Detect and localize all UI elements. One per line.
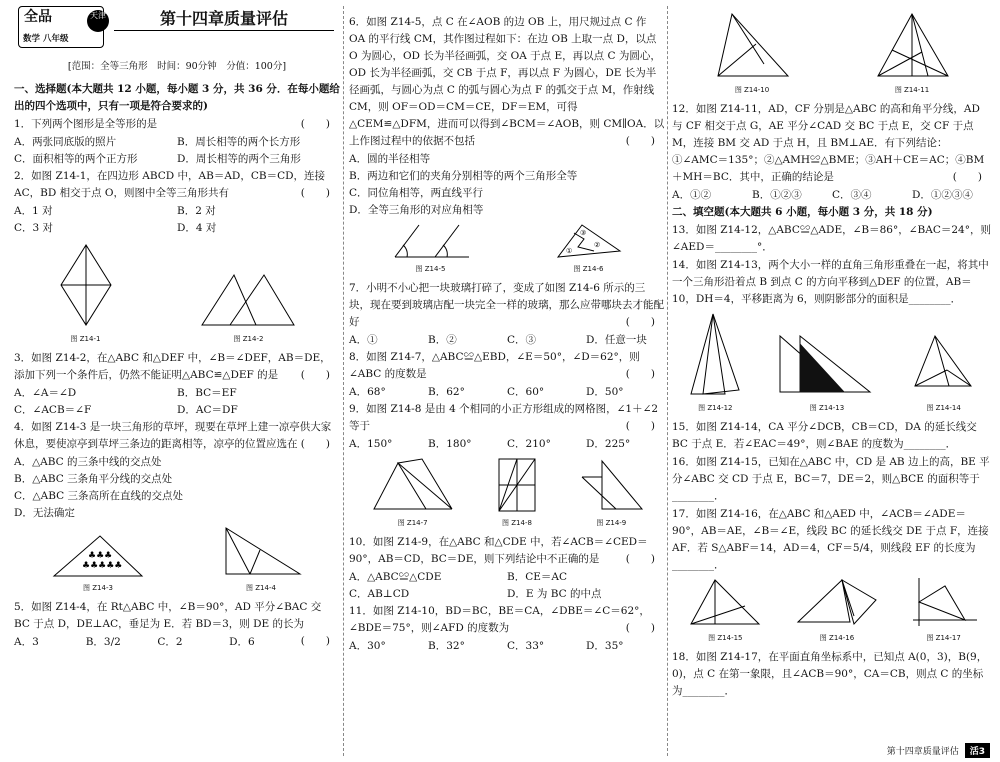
- figure-caption: 图 Z14-4: [246, 584, 276, 592]
- triangle-bisector-diagram: [872, 8, 952, 82]
- question-options: [14, 134, 340, 168]
- question-1: [14, 116, 340, 133]
- question-stem: 11．如图 Z14-10，BD＝BC，BE＝CA，∠DBE＝∠C＝62°，∠BDE＝75°，则∠AFD 的度数为: [349, 605, 650, 634]
- figure-z14-5: [391, 221, 471, 278]
- option-d: D．225°: [586, 438, 631, 450]
- question-3: [14, 350, 340, 384]
- question-options: [672, 187, 992, 204]
- option-b: B．62°: [428, 386, 465, 398]
- question-10: [349, 534, 665, 568]
- answer-blank: ( ): [300, 187, 330, 199]
- question-stem: 9．如图 Z14-8 是由 4 个相同的小正方形组成的网格图，∠1＋∠2 等于: [349, 403, 659, 432]
- question-stem: 7．小明不小心把一块玻璃打碎了，变成了如图 Z14-6 所示的三块，现在要到玻璃店配一块完全一样的玻璃，那么应带哪块去才能配好: [349, 282, 664, 328]
- figure-caption: 图 Z14-10: [734, 86, 770, 94]
- section-heading: 二、填空题(本大题共 6 小题，每小题 3 分，共 18 分): [672, 206, 933, 218]
- brand-name: 全品: [24, 9, 52, 25]
- question-11: [349, 603, 665, 637]
- figure-z14-4: [216, 524, 306, 597]
- option-d: D．E 为 BC 的中点: [507, 588, 602, 600]
- question-stem: 12．如图 Z14-11，AD，CF 分别是△ABC 的高和角平分线，AD 与 CF 相交于点 G，AE 平分∠CAD 交 BC 于点 E，交 CF 于点 M，连接 BM 交 AD 于点 H，且 BM⊥AE．有下列结论：①∠AMC＝135°；②△AMH≌△BME；③AH＋CE＝AC；④BM＋MH＝BC．其中，正确的结论是: [672, 103, 985, 183]
- grade-label: 数学 八年级: [23, 34, 69, 44]
- figure-z14-1: [51, 239, 121, 348]
- figure-z14-8: [495, 455, 539, 532]
- option-c: C．∠ACB＝∠F: [14, 404, 92, 416]
- question-options: [349, 569, 665, 603]
- answer-blank: ( ): [300, 118, 330, 130]
- figure-caption: 图 Z14-17: [926, 634, 961, 642]
- question-6: [349, 14, 665, 150]
- footer-chapter: 第十四章质量评估: [886, 747, 959, 757]
- brand-logo: [18, 6, 104, 48]
- lawn-triangle-diagram: [48, 532, 148, 580]
- option-a: A．3: [14, 636, 39, 648]
- answer-blank: ( ): [625, 135, 655, 147]
- option-b: B．①②③: [752, 189, 802, 201]
- question-options: [349, 638, 665, 655]
- page-footer: [887, 743, 990, 758]
- question-options: [14, 203, 340, 237]
- question-2: [14, 168, 340, 202]
- option-c: C．③: [507, 334, 537, 346]
- overlapping-triangles-diagram: [792, 576, 882, 630]
- option-a: A．两张同底版的照片: [14, 136, 117, 148]
- option-d: D．周长相等的两个三角形: [177, 153, 301, 165]
- question-8: [349, 349, 665, 383]
- figure-z14-9: [576, 455, 646, 532]
- figure-z14-3: [48, 532, 148, 597]
- question-options: [349, 151, 665, 219]
- question-13: 13．如图 Z14-12，△ABC≌△ADE，∠B＝86°，∠BAC＝24°，则∠AED＝________°．: [672, 224, 991, 253]
- option-c: C．210°: [507, 438, 551, 450]
- question-18: 18．如图 Z14-17，在平面直角坐标系中，已知点 A(0，3)，B(9，0)，点 C 在第一象限，且∠ACB＝90°，CA＝CB，则点 C 的坐标为________．: [672, 651, 988, 697]
- option-a: A．圆的半径相等: [349, 153, 431, 165]
- question-stem: 10．如图 Z14-9，在△ABC 和△CDE 中，若∠ACB＝∠CED＝90°，AB＝CD，BC＝DE，则下列结论中不正确的是: [349, 536, 648, 565]
- option-a: A．1 对: [14, 205, 53, 217]
- answer-blank: ( ): [625, 368, 655, 380]
- question-stem: 1．下列两个图形是全等形的是: [14, 118, 158, 130]
- answer-blank: ( ): [625, 622, 655, 634]
- altitude-diagram: [685, 576, 765, 630]
- quadrilateral-diagram: [51, 239, 121, 331]
- figure-caption: 图 Z14-16: [819, 634, 855, 642]
- option-c: C．△ABC 三条高所在直线的交点处: [14, 490, 183, 502]
- option-a: A．①②: [672, 189, 712, 201]
- option-a: A．∠A＝∠D: [14, 387, 77, 399]
- option-c: C．3 对: [14, 222, 54, 234]
- option-b: B．两边和它们的夹角分别相等的两个三角形全等: [349, 170, 578, 182]
- column-divider: [667, 6, 668, 756]
- answer-blank: ( ): [625, 316, 655, 328]
- question-options: [14, 634, 301, 651]
- figure-caption: 图 Z14-6: [573, 265, 604, 273]
- figure-caption: 图 Z14-13: [809, 404, 845, 412]
- coordinate-diagram: [909, 576, 979, 630]
- question-16: 16．如图 Z14-15，已知在△ABC 中，CD 是 AB 边上的高，BE 平分∠ABC 交 CD 于点 E，BC＝7，DE＝2，则△BCE 的面积等于________．: [672, 456, 990, 502]
- question-stem: 5．如图 Z14-4，在 Rt△ABC 中，∠B＝90°，AD 平分∠BAC 交 BC 于点 D，DE⊥AC，垂足为 E．若 BD＝3，则 DE 的长为: [14, 601, 322, 630]
- right-triangles-diagram: [576, 455, 646, 515]
- triangles-diagram: [194, 269, 304, 331]
- option-c: C．AB⊥CD: [349, 588, 410, 600]
- option-c: C．③④: [832, 189, 872, 201]
- answer-blank: ( ): [625, 553, 655, 565]
- construction-diagram: [391, 221, 471, 261]
- option-b: B．3/2: [85, 636, 121, 648]
- option-a: A．150°: [349, 438, 393, 450]
- header: [14, 0, 340, 54]
- figure-z14-14: [909, 330, 979, 417]
- section-heading: 一、选择题(本大题共 12 小题，每小题 3 分，共 36 分．在每小题给出的四个选项中，只有一项是符合要求的): [14, 83, 340, 112]
- question-stem: 4．如图 Z14-3 是一块三角形的草坪，现要在草坪上建一凉亭供大家休息，要使凉亭到草坪三条边的距离相等，凉亭的位置应选在: [14, 421, 332, 450]
- column-right: [672, 6, 992, 701]
- option-c: C．2: [157, 636, 183, 648]
- option-b: B．周长相等的两个长方形: [177, 136, 301, 148]
- question-stem: 8．如图 Z14-7，△ABC≌△EBD，∠E＝50°，∠D＝62°，则∠ABC 的度数是: [349, 351, 640, 380]
- congruent-triangles-diagram: [368, 455, 458, 515]
- figure-caption: 图 Z14-7: [397, 519, 428, 527]
- figure-row: [672, 576, 992, 647]
- translated-triangles-diagram: [772, 330, 882, 400]
- figure-z14-7: [368, 455, 458, 532]
- figure-caption: 图 Z14-5: [415, 265, 446, 273]
- question-15: 15．如图 Z14-14，CA 平分∠DCB，CB＝CD，DA 的延长线交 BC 于点 E．若∠EAC＝49°，则∠BAE 的度数为________．: [672, 421, 977, 450]
- figure-z14-16: [792, 576, 882, 647]
- answer-blank: ( ): [300, 635, 330, 647]
- figure-z14-15: [685, 576, 765, 647]
- figure-row: [14, 239, 340, 348]
- figure-z14-6: [554, 221, 624, 278]
- column-left: [14, 0, 340, 651]
- option-b: B．180°: [428, 438, 472, 450]
- column-middle: [349, 14, 665, 655]
- figure-caption: 图 Z14-3: [83, 584, 113, 592]
- option-a: A．①: [349, 334, 378, 346]
- exam-scope: [范围：全等三角形 时间：90分钟 分值：100分]: [67, 61, 287, 72]
- figure-z14-2: [194, 269, 304, 348]
- option-c: C．60°: [507, 386, 545, 398]
- option-b: B．②: [428, 334, 457, 346]
- figure-z14-12: [685, 310, 745, 417]
- grid-diagram: [495, 455, 539, 515]
- option-d: D．4 对: [177, 222, 217, 234]
- question-14: 14．如图 Z14-13，两个大小一样的直角三角形重叠在一起，将其中一个三角形沿着点 B 到点 C 的方向平移到△DEF 的位置，AB＝10，DH＝4，平移距离为 6，则阴影部分的面积是________．: [672, 259, 989, 305]
- option-d: D．全等三角形的对应角相等: [349, 204, 484, 216]
- option-b: B．BC＝EF: [177, 387, 237, 399]
- figure-caption: 图 Z14-12: [698, 404, 733, 412]
- option-d: D．任意一块: [586, 334, 647, 346]
- answer-blank: ( ): [300, 438, 330, 450]
- option-d: D．①②③④: [912, 189, 973, 201]
- svg-text:♣♣♣♣♣: ♣♣♣♣♣: [82, 561, 123, 571]
- question-9: [349, 401, 665, 435]
- question-options: [14, 385, 340, 419]
- svg-text:②: ②: [593, 241, 600, 249]
- figure-row: [14, 524, 340, 597]
- figure-row: [672, 310, 992, 417]
- option-a: A．30°: [349, 640, 386, 652]
- answer-blank: ( ): [300, 369, 330, 381]
- svg-text:③: ③: [579, 229, 586, 237]
- option-c: C．33°: [507, 640, 545, 652]
- svg-text:♣♣♣: ♣♣♣: [88, 551, 113, 561]
- broken-glass-diagram: [554, 221, 624, 261]
- column-divider: [343, 6, 344, 756]
- region-badge: 天津: [87, 10, 109, 32]
- option-d: D．AC＝DF: [177, 404, 238, 416]
- question-options: [349, 384, 665, 401]
- figure-row: [349, 455, 665, 532]
- option-d: D．35°: [586, 640, 624, 652]
- question-options: [349, 332, 665, 349]
- option-b: B．32°: [428, 640, 465, 652]
- svg-text:①: ①: [565, 247, 572, 255]
- answer-blank: ( ): [625, 420, 655, 432]
- question-options: [14, 454, 340, 522]
- page-title: 第十四章质量评估: [114, 10, 334, 31]
- option-c: C．面积相等的两个正方形: [14, 153, 138, 165]
- question-stem: 3．如图 Z14-2，在△ABC 和△DEF 中，∠B＝∠DEF，AB＝DE，添加下列一个条件后，仍然不能证明△ABC≌△DEF 的是: [14, 352, 331, 381]
- figure-caption: 图 Z14-15: [708, 634, 743, 642]
- option-d: D．6: [229, 636, 255, 648]
- right-triangle-diagram: [216, 524, 306, 580]
- question-stem: 2．如图 Z14-1，在四边形 ABCD 中，AB＝AD，CB＝CD，连接 AC，BD 相交于点 O，则图中全等三角形共有: [14, 170, 326, 199]
- figure-caption: 图 Z14-11: [894, 86, 930, 94]
- question-4: [14, 419, 340, 453]
- isosceles-triangles-diagram: [685, 310, 745, 400]
- option-a: A．△ABC≌△CDE: [349, 571, 442, 583]
- question-options: [349, 436, 665, 453]
- option-b: B．△ABC 三条角平分线的交点处: [14, 473, 173, 485]
- option-a: A．△ABC 的三条中线的交点处: [14, 456, 162, 468]
- option-b: B．2 对: [177, 205, 216, 217]
- bisector-diagram: [909, 330, 979, 400]
- option-d: D．50°: [586, 386, 624, 398]
- figure-row: [672, 8, 992, 99]
- option-a: A．68°: [349, 386, 386, 398]
- figure-caption: 图 Z14-14: [926, 404, 961, 412]
- triangle-diagram: [712, 8, 792, 82]
- figure-z14-10: [712, 8, 792, 99]
- figure-z14-13: [772, 330, 882, 417]
- option-d: D．无法确定: [14, 507, 75, 519]
- question-12: [672, 101, 992, 186]
- option-c: C．同位角相等，两直线平行: [349, 187, 484, 199]
- figure-z14-11: [872, 8, 952, 99]
- question-7: [349, 280, 665, 331]
- answer-blank: ( ): [952, 171, 982, 183]
- figure-caption: 图 Z14-8: [502, 519, 532, 527]
- question-stem: 6．如图 Z14-5，点 C 在∠AOB 的边 OB 上，用尺规过点 C 作 OA 的平行线 CM，其作图过程如下：在边 OB 上取一点 D，以点 O 为圆心，OD 长为半径画弧，交 OA 于点 E，再以点 C 为圆心，OD 长为半径画弧，交 CB 于点 F，再以点 F 为圆心，DE 长为半径画弧，与圆心为点 C 的弧与圆心为点 F 的弧交于点 M，作射线 CM，则 OF＝OD＝CM＝CE，DF＝EM，可得△CEM≌△DFM，进而可以得到∠BCM＝∠AOB，则 CM∥OA．以上作图过程中的依据不包括: [349, 16, 665, 147]
- question-17: 17．如图 Z14-16，在△ABC 和△AED 中，∠ACB＝∠ADE＝90°，AB＝AE，∠B＝∠E，线段 BC 的延长线交 DE 于点 F，连接 AF．若 S△ABF＝14，AD＝4，CF＝5/4，则线段 EF 的长度为________．: [672, 508, 989, 571]
- option-b: B．CE＝AC: [507, 571, 568, 583]
- figure-caption: 图 Z14-9: [596, 519, 627, 527]
- figure-row: [349, 221, 665, 278]
- figure-z14-17: [909, 576, 979, 647]
- page-number: 活3: [965, 743, 990, 758]
- figure-caption: 图 Z14-1: [70, 335, 101, 343]
- figure-caption: 图 Z14-2: [233, 335, 264, 343]
